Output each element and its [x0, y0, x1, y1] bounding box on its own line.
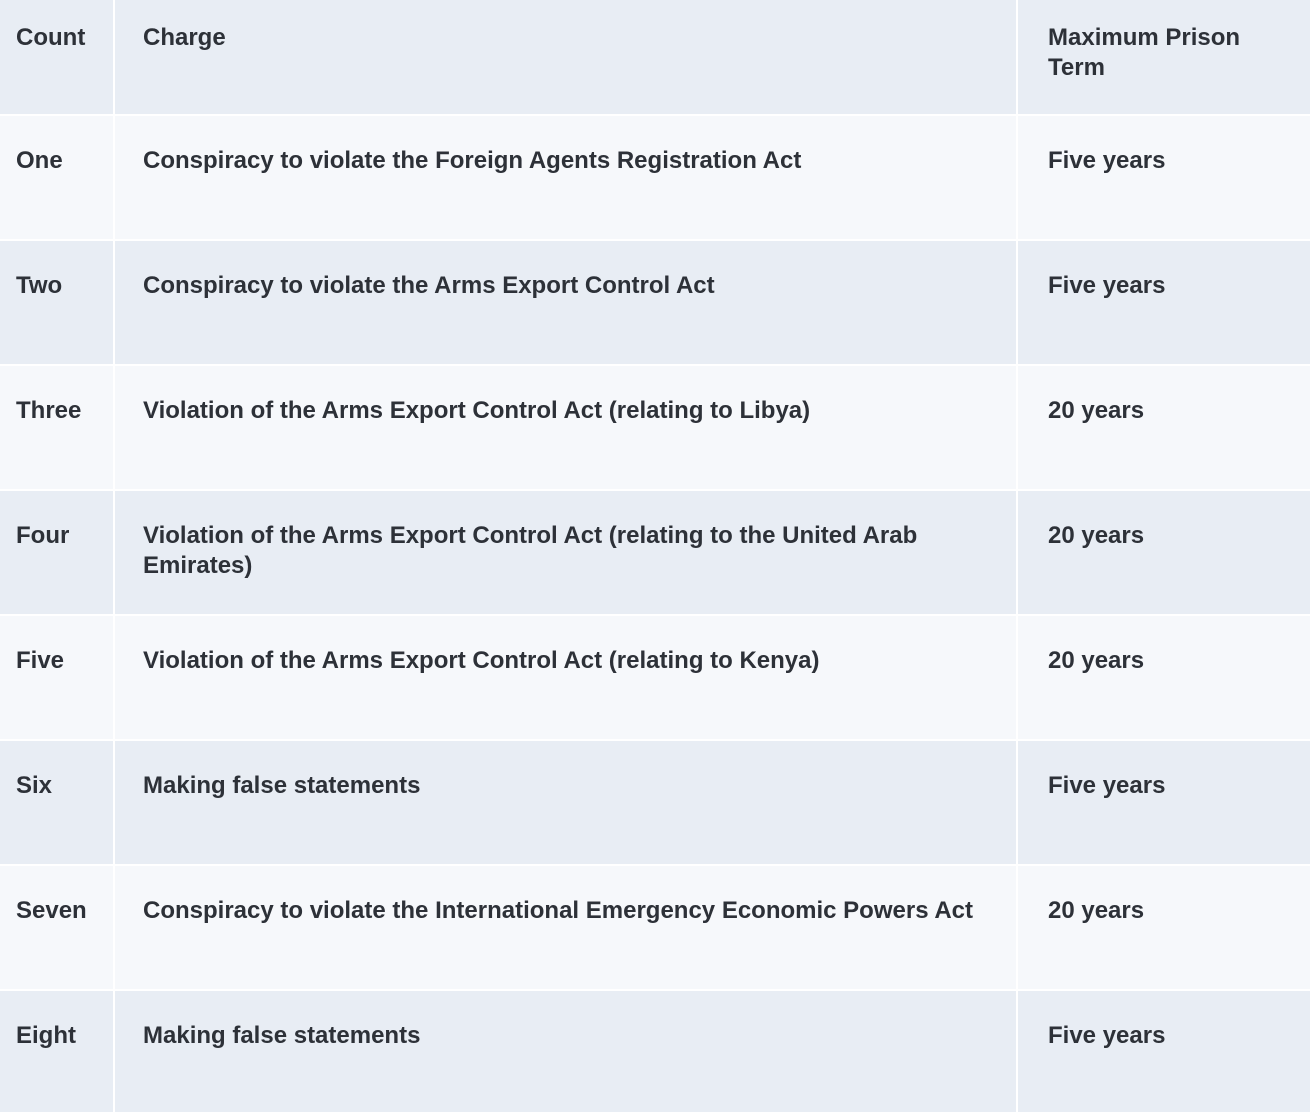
term-cell: Five years [1018, 241, 1310, 364]
count-cell: Four [0, 491, 113, 614]
term-cell: 20 years [1018, 491, 1310, 614]
charge-cell: Violation of the Arms Export Control Act (relating to Libya) [115, 366, 1016, 489]
charge-cell: Conspiracy to violate the International Emergency Economic Powers Act [115, 866, 1016, 989]
table-row-two [0, 241, 1310, 364]
count-cell: Five [0, 616, 113, 739]
count-cell: Eight [0, 991, 113, 1112]
count-cell: One [0, 116, 113, 239]
column-header-count: Count [0, 0, 113, 114]
charge-cell: Conspiracy to violate the Arms Export Control Act [115, 241, 1016, 364]
count-cell: Three [0, 366, 113, 489]
charge-cell: Conspiracy to violate the Foreign Agents Registration Act [115, 116, 1016, 239]
table-header-row [0, 0, 1310, 114]
term-cell: Five years [1018, 116, 1310, 239]
term-cell: Five years [1018, 991, 1310, 1112]
charge-cell: Violation of the Arms Export Control Act (relating to Kenya) [115, 616, 1016, 739]
count-cell: Two [0, 241, 113, 364]
table-row-four [0, 491, 1310, 614]
term-cell: 20 years [1018, 366, 1310, 489]
column-header-maximum-prison-term: Maximum Prison Term [1018, 0, 1310, 114]
term-cell: Five years [1018, 741, 1310, 864]
term-cell: 20 years [1018, 866, 1310, 989]
table-row-six [0, 741, 1310, 864]
charge-cell: Making false statements [115, 741, 1016, 864]
charge-cell: Making false statements [115, 991, 1016, 1112]
table-row-five [0, 616, 1310, 739]
table-row-eight [0, 991, 1310, 1112]
table-row-one [0, 116, 1310, 239]
count-cell: Seven [0, 866, 113, 989]
term-cell: 20 years [1018, 616, 1310, 739]
column-header-charge: Charge [115, 0, 1016, 114]
charge-cell: Violation of the Arms Export Control Act (relating to the United Arab Emirates) [115, 491, 1016, 614]
count-cell: Six [0, 741, 113, 864]
table-row-seven [0, 866, 1310, 989]
table-row-three [0, 366, 1310, 489]
